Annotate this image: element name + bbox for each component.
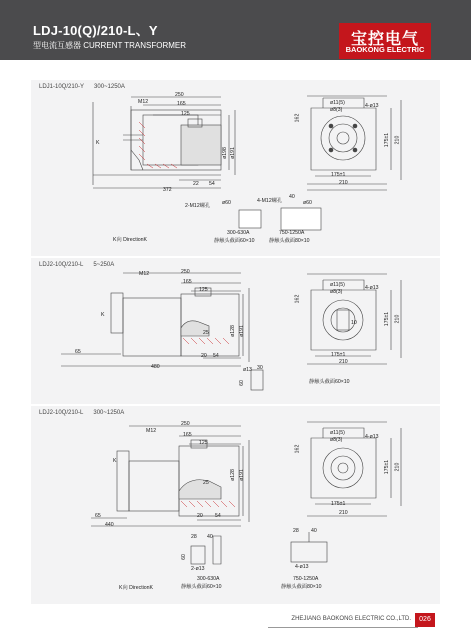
dim-20: 20 <box>201 353 207 359</box>
dim-175-vert: 175±1 <box>384 311 391 327</box>
dim-372: 372 <box>163 187 172 193</box>
note-static-a: 静触头截面60×10 <box>214 238 255 244</box>
dim-4-13: 4-ø13 <box>365 434 379 440</box>
dim-4-13: 4-ø13 <box>365 103 379 109</box>
page-title: LDJ-10(Q)/210-L、Y <box>33 23 158 38</box>
dim-250: 250 <box>181 269 190 275</box>
note-range-b: 750-1250A <box>279 230 305 236</box>
dim-210: 210 <box>339 510 348 516</box>
page-footer <box>0 611 471 628</box>
note-phi-b: ø60 <box>303 200 312 206</box>
dim-210: 210 <box>339 180 348 186</box>
brand-logo <box>339 23 431 59</box>
note-bolt-b: 4-M12螺孔 <box>257 198 283 204</box>
page-subtitle: 型电流互感器 CURRENT TRANSFORMER <box>33 41 187 50</box>
dim-128: ø128 <box>229 469 236 481</box>
note-60: 60 <box>238 380 245 386</box>
note-range-a: 300-630A <box>227 230 250 236</box>
logo-en: BAOKONG ELECTRIC <box>345 45 425 54</box>
dim-250: 250 <box>175 92 184 98</box>
note-28-b: 28 <box>293 528 299 534</box>
note-range-b: 750-1250A <box>293 576 319 582</box>
dim-54: 54 <box>215 513 221 519</box>
note-phi13: ø13 <box>243 367 252 373</box>
note-static-b: 静触头截面80×10 <box>281 584 322 590</box>
dim-175: 175±1 <box>331 501 346 507</box>
dim-162: 162 <box>294 294 301 304</box>
dim-m12: M12 <box>146 428 157 434</box>
dim-125: 125 <box>199 287 208 293</box>
dim-165: 165 <box>177 101 186 107</box>
note-bolt-a: 2-M12螺孔 <box>185 203 211 209</box>
note-40: 40 <box>289 194 295 200</box>
dim-hole-8: ø8(3) <box>330 289 343 295</box>
drawing-panel-2 <box>31 258 440 404</box>
dim-165: 165 <box>183 279 192 285</box>
note-40-b: 40 <box>311 528 317 534</box>
note-30: 30 <box>257 365 263 371</box>
dim-4-13: 4-ø13 <box>365 285 379 291</box>
dim-54: 54 <box>213 353 219 359</box>
note-60: 60 <box>180 554 187 560</box>
dim-20: 20 <box>197 513 203 519</box>
dim-128: ø128 <box>229 325 236 337</box>
company-name: ZHEJIANG BAOKONG ELECTRIC CO.,LTD. <box>291 616 411 622</box>
note-k-direction: K向 DirectionK <box>119 585 154 591</box>
drawing-panel-3 <box>31 406 440 604</box>
dim-250: 250 <box>181 421 190 427</box>
note-phi-a: ø60 <box>222 200 231 206</box>
dim-480: 480 <box>151 364 160 370</box>
dim-k: K <box>96 140 100 146</box>
dim-162: 162 <box>294 444 301 454</box>
dim-22: 22 <box>193 181 199 187</box>
dim-hole-8: ø8(3) <box>330 107 343 113</box>
dim-hole-11: ø11(5) <box>330 282 345 288</box>
note-static-b: 静触头截面80×10 <box>269 238 310 244</box>
dim-175: 175±1 <box>331 352 346 358</box>
dim-10: 10 <box>351 320 357 326</box>
logo-cn: 宝控电气 <box>350 31 419 48</box>
drawing-panel-1 <box>31 80 440 256</box>
dim-m12: M12 <box>138 99 149 105</box>
dim-hole-11: ø11(5) <box>330 100 345 106</box>
panel-title: LDJ2-10Q/210-L 5~250A <box>39 262 115 268</box>
footer-rule <box>268 627 418 628</box>
note-static: 静触头截面60×10 <box>309 379 350 385</box>
dim-162: 162 <box>294 113 301 123</box>
page-number: 026 <box>415 613 435 627</box>
dim-25: 25 <box>203 330 209 336</box>
dim-210-vert: 210 <box>394 462 401 472</box>
dim-210: 210 <box>339 359 348 365</box>
dim-210-vert: 210 <box>394 314 401 324</box>
dim-210-vert: 210 <box>394 135 401 145</box>
dim-25: 25 <box>203 480 209 486</box>
dim-191: ø191 <box>238 469 245 481</box>
dim-191: ø191 <box>238 325 245 337</box>
dim-m12: M12 <box>139 271 150 277</box>
dim-hole-11: ø11(5) <box>330 430 345 436</box>
note-28: 28 <box>191 534 197 540</box>
dim-198: ø198 <box>221 147 228 159</box>
panel-title: LDJ2-10Q/210-L 300~1250A <box>39 410 125 416</box>
dim-k: K <box>113 458 117 464</box>
dim-65: 65 <box>95 513 101 519</box>
dim-175: 175±1 <box>331 172 346 178</box>
note-40-a: 40 <box>207 534 213 540</box>
note-static-a: 静触头截面60×10 <box>181 584 222 590</box>
dim-175-vert: 175±1 <box>384 459 391 475</box>
panel-title: LDJ1-10Q/210-Y 300~1250A <box>39 84 125 90</box>
dim-hole-8: ø8(3) <box>330 437 343 443</box>
dim-65: 65 <box>75 349 81 355</box>
note-k-direction: K向 DirectionK <box>113 237 148 243</box>
dim-165: 165 <box>183 432 192 438</box>
dim-125: 125 <box>199 440 208 446</box>
dim-k: K <box>101 312 105 318</box>
note-range-a: 300-630A <box>197 576 220 582</box>
dim-54: 54 <box>209 181 215 187</box>
dim-191: ø191 <box>229 147 236 159</box>
dim-125: 125 <box>181 111 190 117</box>
note-2-13: 2-ø13 <box>191 566 205 572</box>
dim-440: 440 <box>105 522 114 528</box>
dim-175-vert: 175±1 <box>384 132 391 148</box>
note-4-13: 4-ø13 <box>295 564 309 570</box>
page-header <box>0 0 471 60</box>
